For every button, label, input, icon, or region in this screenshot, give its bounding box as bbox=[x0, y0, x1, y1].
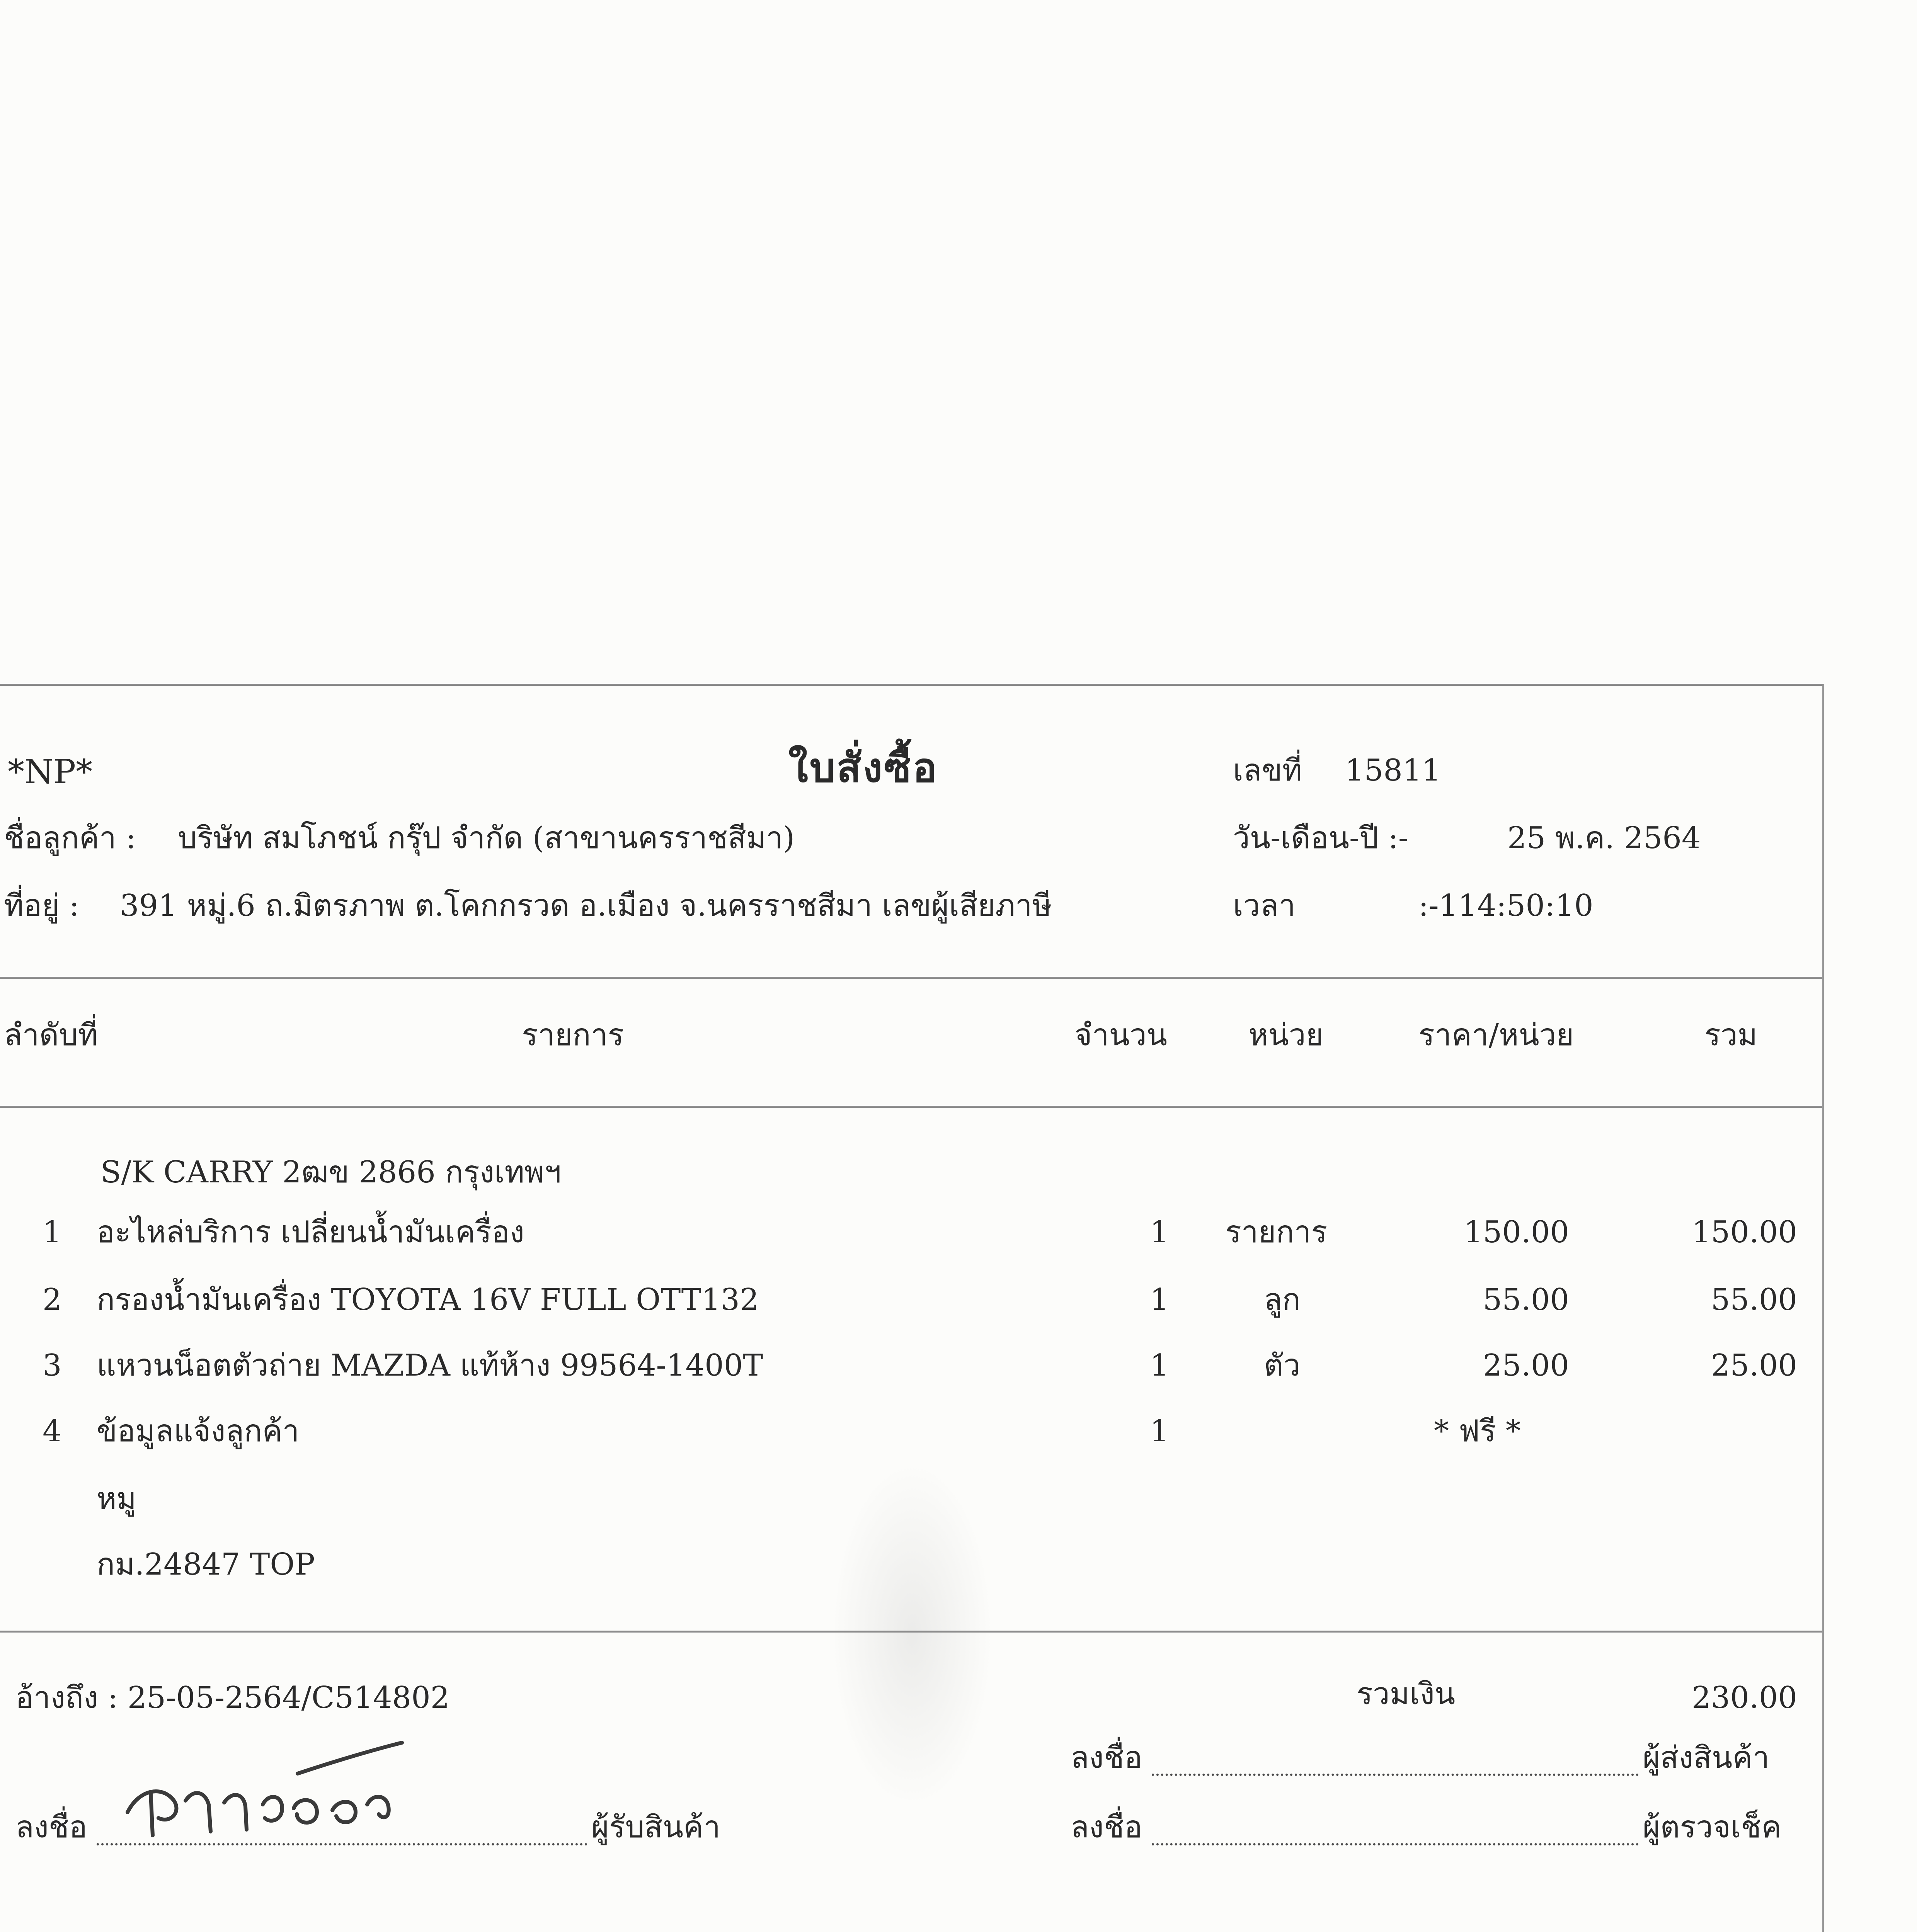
row-3-qty: 1 bbox=[1150, 1348, 1169, 1383]
reference: อ้างถึง : 25-05-2564/C514802 bbox=[15, 1680, 450, 1715]
address-value: 391 หมู่.6 ถ.มิตรภาพ ต.โคกกรวด อ.เมือง จ.นครราชสีมา เลขผู้เสียภาษี bbox=[120, 888, 1052, 923]
row-1-price: 150.00 bbox=[1464, 1215, 1569, 1250]
address-label: ที่อยู่ : bbox=[4, 888, 80, 923]
row-2-desc: กรองน้ำมันเครื่อง TOYOTA 16V FULL OTT132 bbox=[97, 1282, 759, 1317]
col-header-total: รวม bbox=[1704, 1018, 1758, 1053]
row-3-no: 3 bbox=[43, 1348, 62, 1383]
row-3-total: 25.00 bbox=[1711, 1348, 1797, 1383]
checker-label: ผู้ตรวจเช็ค bbox=[1643, 1810, 1782, 1845]
time-value: :-114:50:10 bbox=[1418, 888, 1594, 923]
company-code: *NP* bbox=[8, 753, 93, 791]
row-2-price: 55.00 bbox=[1483, 1282, 1569, 1317]
document-title: ใบสั่งซื้อ bbox=[788, 744, 939, 791]
checker-sign-line bbox=[1152, 1843, 1639, 1845]
checker-sign-prefix: ลงชื่อ bbox=[1071, 1810, 1142, 1845]
row-2-no: 2 bbox=[43, 1282, 62, 1317]
note-line-1: หมู bbox=[97, 1481, 136, 1516]
row-2-total: 55.00 bbox=[1711, 1282, 1797, 1317]
row-1-no: 1 bbox=[43, 1215, 62, 1250]
row-4-desc: ข้อมูลแจ้งลูกค้า bbox=[97, 1414, 300, 1449]
total-value: 230.00 bbox=[1692, 1680, 1797, 1715]
date-value: 25 พ.ค. 2564 bbox=[1507, 821, 1701, 855]
row-3-unit: ตัว bbox=[1264, 1348, 1301, 1383]
col-header-unit: หน่วย bbox=[1248, 1018, 1324, 1053]
row-4-no: 4 bbox=[43, 1414, 62, 1449]
time-label: เวลา bbox=[1233, 888, 1296, 923]
sender-label: ผู้ส่งสินค้า bbox=[1643, 1740, 1770, 1775]
receiver-signature bbox=[116, 1727, 448, 1855]
sender-sign-prefix: ลงชื่อ bbox=[1071, 1740, 1142, 1775]
row-4-price: * ฟรี * bbox=[1434, 1414, 1521, 1449]
row-3-desc: แหวนน็อตตัวถ่าย MAZDA แท้ห้าง 99564-1400T bbox=[97, 1348, 763, 1383]
receiver-label: ผู้รับสินค้า bbox=[591, 1810, 721, 1845]
row-1-total: 150.00 bbox=[1692, 1215, 1797, 1250]
vehicle-line: S/K CARRY 2ฒข 2866 กรุงเทพฯ bbox=[100, 1155, 562, 1190]
doc-no-label: เลขที่ bbox=[1233, 753, 1302, 788]
col-header-no: ลำดับที่ bbox=[4, 1018, 98, 1053]
customer-label: ชื่อลูกค้า : bbox=[4, 821, 136, 855]
col-header-qty: จำนวน bbox=[1074, 1018, 1167, 1053]
row-1-desc: อะไหล่บริการ เปลี่ยนน้ำมันเครื่อง bbox=[97, 1215, 524, 1250]
col-header-price: ราคา/หน่วย bbox=[1418, 1018, 1574, 1053]
receiver-sign-prefix: ลงชื่อ bbox=[15, 1810, 87, 1845]
header-divider bbox=[0, 977, 1822, 979]
row-4-qty: 1 bbox=[1150, 1414, 1169, 1449]
sender-sign-line bbox=[1152, 1774, 1639, 1776]
doc-no-value: 15811 bbox=[1345, 753, 1441, 788]
customer-name: บริษัท สมโภชน์ กรุ๊ป จำกัด (สาขานครราชสีมา) bbox=[178, 821, 795, 855]
row-1-qty: 1 bbox=[1150, 1215, 1169, 1250]
column-header-divider bbox=[0, 1106, 1822, 1108]
row-3-price: 25.00 bbox=[1483, 1348, 1569, 1383]
row-1-unit: รายการ bbox=[1225, 1215, 1328, 1250]
total-label: รวมเงิน bbox=[1357, 1677, 1456, 1711]
col-header-desc: รายการ bbox=[522, 1018, 624, 1053]
row-2-unit: ลูก bbox=[1264, 1282, 1301, 1317]
note-line-2: กม.24847 TOP bbox=[97, 1547, 315, 1582]
smudge-mark bbox=[831, 1461, 993, 1808]
footer-divider bbox=[0, 1631, 1822, 1633]
row-2-qty: 1 bbox=[1150, 1282, 1169, 1317]
date-label: วัน-เดือน-ปี :- bbox=[1233, 821, 1409, 855]
